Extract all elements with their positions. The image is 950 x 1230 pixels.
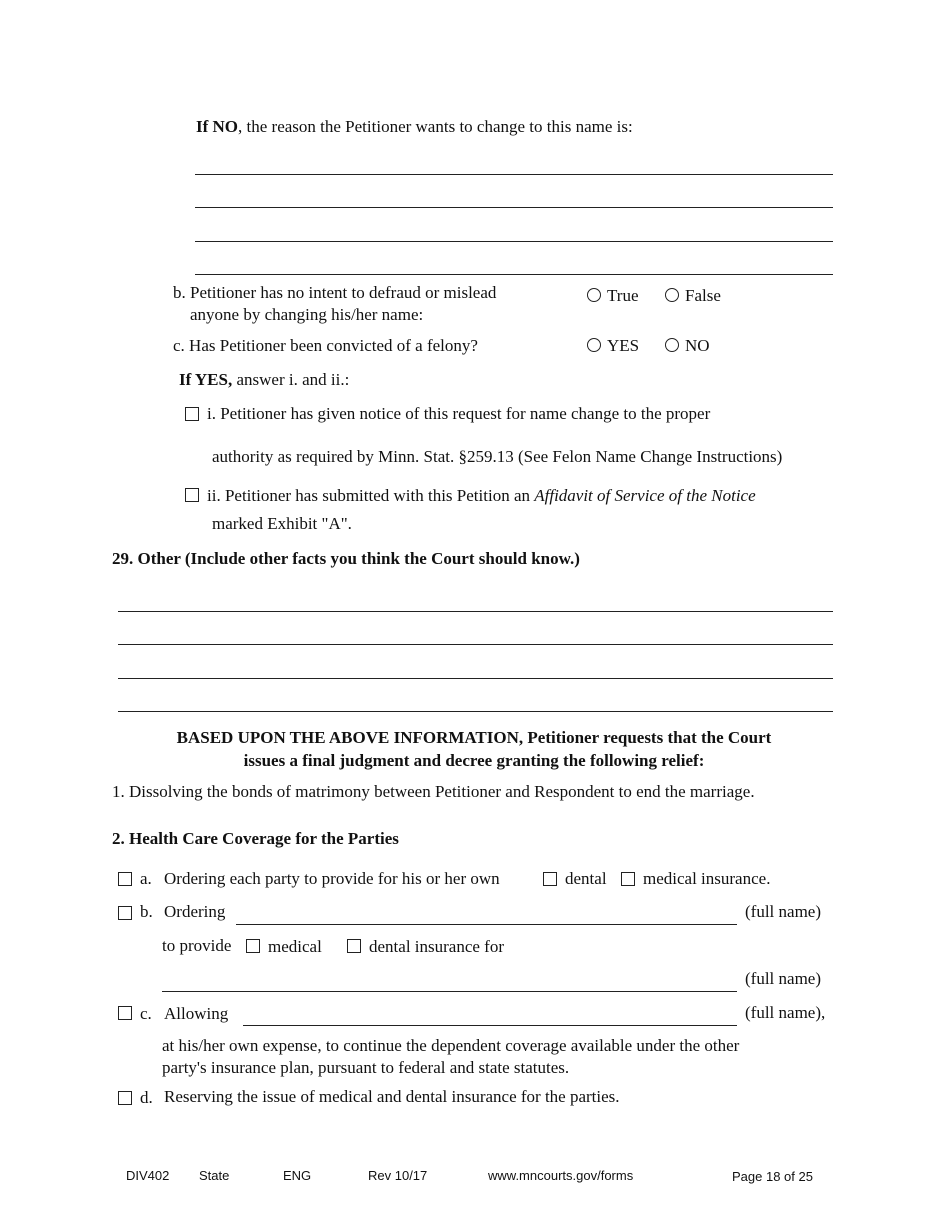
if-no-label: If NO: [196, 117, 239, 136]
item-i-line2: authority as required by Minn. Stat. §259.13 (See Felon Name Change Instructions): [212, 447, 783, 466]
checkbox-a-medical[interactable]: [621, 872, 635, 886]
footer-form-code: DIV402: [126, 1168, 170, 1183]
option-b-full-name-label: (full name): [745, 902, 821, 921]
option-b-dependent-field[interactable]: [162, 991, 737, 992]
radio-no-label: NO: [685, 336, 710, 355]
if-yes-label: If YES,: [179, 370, 233, 389]
option-c-line3: party's insurance plan, pursuant to federal and state statutes.: [162, 1058, 570, 1077]
option-b-to-provide: to provide: [162, 936, 232, 955]
if-no-prompt: [196, 117, 633, 137]
checkbox-a-dental[interactable]: [543, 872, 557, 886]
item-ii-italic: Affidavit of Service of the Notice: [534, 486, 756, 505]
radio-yes-label: YES: [607, 336, 640, 355]
checkbox-item-ii[interactable]: [185, 488, 199, 502]
checkbox-b-dental[interactable]: [347, 939, 361, 953]
option-b-medical-label: medical: [268, 937, 322, 956]
option-b-dental-label: dental insurance for: [369, 937, 504, 956]
option-d-text: Reserving the issue of medical and dental insurance for the parties.: [164, 1087, 620, 1106]
radio-no[interactable]: [665, 336, 710, 356]
reason-line-4[interactable]: [195, 274, 833, 275]
item-ii-line2: marked Exhibit "A".: [212, 514, 352, 533]
option-c-line2: at his/her own expense, to continue the dependent coverage available under the other: [162, 1036, 740, 1055]
option-b-letter: b.: [140, 902, 153, 921]
option-a-medical-label: medical insurance.: [643, 869, 771, 888]
item-b-line1: b. Petitioner has no intent to defraud or mislead: [173, 283, 497, 302]
option-c-full-name-label: (full name),: [745, 1003, 826, 1022]
option-c-letter: c.: [140, 1004, 152, 1023]
other-line-1[interactable]: [118, 611, 833, 612]
footer-language: ENG: [283, 1168, 312, 1183]
option-c-text: Allowing: [164, 1004, 229, 1023]
radio-true-label: True: [607, 286, 639, 305]
relief-item-1: 1. Dissolving the bonds of matrimony between Petitioner and Respondent to end the marriage.: [112, 782, 755, 801]
option-b-text: Ordering: [164, 902, 226, 921]
footer-revision: Rev 10/17: [368, 1168, 428, 1183]
radio-false-icon[interactable]: [665, 288, 679, 302]
item-ii-prefix: ii. Petitioner has submitted with this Petition an: [207, 486, 535, 505]
option-c-name-field[interactable]: [243, 1025, 737, 1026]
footer-state: State: [199, 1168, 230, 1183]
option-a-dental-label: dental: [565, 869, 607, 888]
item-b-line2: anyone by changing his/her name:: [190, 305, 424, 324]
other-line-3[interactable]: [118, 678, 833, 679]
checkbox-item-i[interactable]: [185, 407, 199, 421]
item-i-line1: i. Petitioner has given notice of this request for name change to the proper: [207, 404, 711, 423]
footer-url[interactable]: www.mncourts.gov/forms: [488, 1168, 634, 1183]
if-no-text: , the reason the Petitioner wants to change to this name is:: [238, 117, 633, 136]
radio-no-icon[interactable]: [665, 338, 679, 352]
radio-false[interactable]: [665, 286, 721, 306]
relief-heading-line1: BASED UPON THE ABOVE INFORMATION, Petitioner requests that the Court: [176, 728, 772, 747]
radio-true[interactable]: [587, 286, 639, 306]
reason-line-1[interactable]: [195, 174, 833, 175]
item-c-question: c. Has Petitioner been convicted of a felony?: [173, 336, 478, 355]
checkbox-option-c[interactable]: [118, 1006, 132, 1020]
if-yes-text: answer i. and ii.:: [232, 370, 350, 389]
option-d-letter: d.: [140, 1088, 153, 1107]
radio-yes[interactable]: [587, 336, 639, 356]
item-ii-line1: [207, 486, 756, 506]
footer-page-number: Page 18 of 25: [732, 1169, 813, 1184]
checkbox-option-a[interactable]: [118, 872, 132, 886]
section-29-heading: 29. Other (Include other facts you think the Court should know.): [112, 549, 580, 568]
checkbox-option-d[interactable]: [118, 1091, 132, 1105]
option-a-letter: a.: [140, 869, 152, 888]
if-yes-instruction: [179, 370, 349, 390]
relief-heading-line2: issues a final judgment and decree granting the following relief:: [243, 751, 705, 770]
radio-false-label: False: [685, 286, 721, 305]
section-2-heading: 2. Health Care Coverage for the Parties: [112, 829, 399, 848]
other-line-4[interactable]: [118, 711, 833, 712]
option-b-name-field[interactable]: [236, 924, 737, 925]
reason-line-3[interactable]: [195, 241, 833, 242]
reason-line-2[interactable]: [195, 207, 833, 208]
radio-yes-icon[interactable]: [587, 338, 601, 352]
other-line-2[interactable]: [118, 644, 833, 645]
option-a-text: Ordering each party to provide for his or her own: [164, 869, 500, 888]
checkbox-option-b[interactable]: [118, 906, 132, 920]
radio-true-icon[interactable]: [587, 288, 601, 302]
checkbox-b-medical[interactable]: [246, 939, 260, 953]
option-b-full-name-label-2: (full name): [745, 969, 821, 988]
